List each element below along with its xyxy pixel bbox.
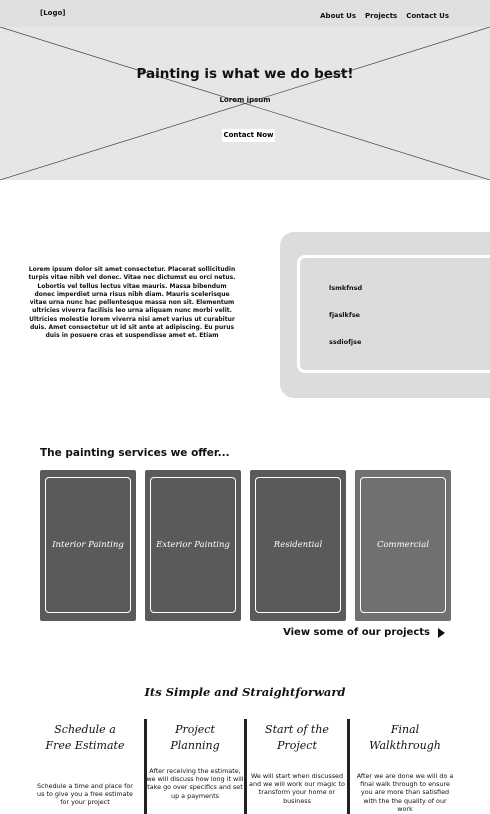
step-start-project xyxy=(249,722,345,805)
step-divider xyxy=(244,719,247,814)
card-label: Residential xyxy=(273,540,323,550)
service-card-commercial[interactable] xyxy=(355,470,451,621)
step-description: After receiving the estimate, we will discuss how long it will take go over specifics and set up a payments xyxy=(146,767,244,800)
step-final-walkthrough xyxy=(356,722,454,813)
service-card-residential[interactable] xyxy=(250,470,346,621)
info-panel-inner xyxy=(297,255,490,373)
panel-item-2[interactable]: fjaslkfse xyxy=(329,311,360,319)
step-divider xyxy=(347,719,350,814)
service-card-interior[interactable] xyxy=(40,470,136,621)
steps-heading: Its Simple and Straightforward xyxy=(144,685,346,699)
hero-banner xyxy=(0,0,490,180)
panel-item-3[interactable]: ssdiofjse xyxy=(329,338,362,346)
step-description: After we are done we will do a final walk through to ensure you are more than satisfied with the the quality of our work xyxy=(356,772,454,813)
hero-image-placeholder xyxy=(0,0,490,180)
hero-title: Painting is what we do best! xyxy=(136,66,354,82)
services-heading: The painting services we offer... xyxy=(40,447,230,459)
main-nav xyxy=(320,12,449,20)
nav-contact-us[interactable]: Contact Us xyxy=(406,12,449,20)
step-title: Final Walkthrough xyxy=(369,723,441,752)
hero-subtitle: Lorem ipsum xyxy=(219,96,271,104)
view-projects-link[interactable] xyxy=(283,627,445,638)
play-arrow-icon xyxy=(438,628,445,638)
step-title: Project Planning xyxy=(170,723,220,752)
card-label: Commercial xyxy=(376,540,430,550)
contact-now-button[interactable]: Contact Now xyxy=(222,129,275,142)
card-label: Exterior Painting xyxy=(156,540,230,550)
about-paragraph: Lorem ipsum dolor sit amet consectetur. Placerat sollicitudin turpis vitae nibh vel donec. Vitae nec dictumst eu orci netus. Lobortis vel tellus lectus vitae mauris. Massa bibendum donec imperdiet urna risus nibh diam. Mauris scelerisque vitae urna nunc hac pellentesque massa non sit. Elementum ultricies viverra facilisis leo urna aliquam nunc morbi velit. Ultricies molestie lorem viverra nisi amet varius ut curabitur duis. Amet consectetur ut id sit ante at adipiscing. Eu purus duis in posuere cras et suspendisse amet et. Etiam xyxy=(28,266,236,340)
nav-projects[interactable]: Projects xyxy=(365,12,398,20)
step-schedule-estimate xyxy=(37,722,133,807)
step-description: Schedule a time and place for us to give you a free estimate for your project xyxy=(37,782,133,807)
service-card-exterior[interactable] xyxy=(145,470,241,621)
step-project-planning xyxy=(146,722,244,800)
step-title: Start of the Project xyxy=(265,723,329,752)
card-label: Interior Painting xyxy=(52,540,124,550)
nav-about-us[interactable]: About Us xyxy=(320,12,356,20)
step-description: We will start when discussed and we will work our magic to transform your home or business xyxy=(249,772,345,805)
step-title: Schedule a Free Estimate xyxy=(45,723,125,752)
top-navbar xyxy=(0,0,490,27)
view-projects-label: View some of our projects xyxy=(283,627,430,638)
panel-item-1[interactable]: lsmkfnsd xyxy=(329,284,363,292)
logo: [Logo] xyxy=(40,9,66,17)
